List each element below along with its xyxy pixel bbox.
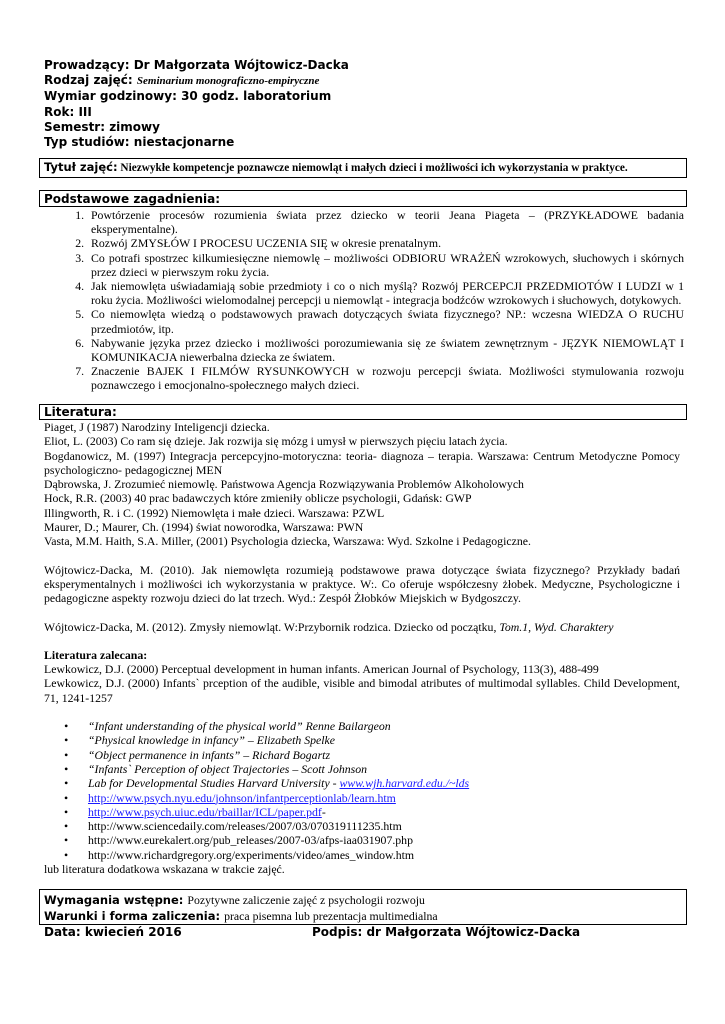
topic-item: 3. Co potrafi spostrzec kilkumiesięczne niemowlę – możliwości ODBIORU WRAŻEŃ wzrokowych, słuchowych i skórnych przez dzieci w pierwszym roku życia. (87, 251, 684, 279)
signature-line: Podpis: dr Małgorzata Wójtowicz-Dacka (312, 925, 581, 939)
course-title-text: Niezwykłe kompetencje poznawcze niemowląt i małych dzieci i możliwości ich wykorzystania w praktyce. (120, 162, 628, 174)
literature-heading: Literatura: (39, 404, 687, 420)
course-header (44, 58, 349, 150)
literature-entry: Dąbrowska, J. Zrozumieć niemowlę. Państwowa Agencja Rozwiązywania Problemów Alkoholowych (44, 477, 524, 492)
study-type: Typ studiów: niestacjonarne (44, 135, 235, 150)
resource-list (44, 719, 680, 862)
requirements-box (39, 889, 687, 925)
topic-item: 2. Rozwój ZMYSŁÓW I PROCESU UCZENIA SIĘ w okresie prenatalnym. (87, 236, 684, 250)
prerequisites-row (44, 892, 682, 908)
class-type-label: Rodzaj zajęć: (44, 73, 133, 88)
resource-item: • “Infants` Perception of object Trajectories – Scott Johnson (88, 762, 680, 776)
hours: Wymiar godzinowy: 30 godz. laboratorium (44, 89, 332, 104)
resource-item (88, 791, 680, 805)
literature-entry: Piaget, J (1987) Narodziny Inteligencji dziecka. (44, 420, 270, 434)
literature-entry: Hock, R.R. (2003) 40 prac badawczych które zmieniły oblicze psychologii, Gdańsk: GWP (44, 491, 472, 506)
resource-item: • http://www.eurekalert.org/pub_releases/2007-03/afps-iaa031907.php (88, 833, 680, 847)
resource-item: • http://www.richardgregory.org/experiments/video/ames_window.htm (88, 848, 680, 862)
resource-item (88, 805, 680, 819)
resource-item: • http://www.sciencedaily.com/releases/2007/03/070319111235.htm (88, 819, 680, 833)
topic-item: 6. Nabywanie języka przez dziecko i możliwości porozumiewania się ze światem zewnętrznym - JĘZYK NIEMOWLĄT I KOMUNIKACJA niewerbalna dziecka ze światem. (87, 336, 684, 364)
spacer (44, 606, 680, 620)
course-title-box (39, 158, 687, 178)
spacer (44, 634, 680, 648)
instructor: Prowadzący: Dr Małgorzata Wójtowicz-Dacka (44, 58, 349, 72)
recommended-entry: Lewkowicz, D.J. (2000) Perceptual development in human infants. American Journal of Psychology, 113(3), 488-499 (44, 662, 599, 677)
resource-item (88, 776, 680, 790)
course-title-label: Tytuł zajęć: (44, 160, 118, 174)
resource-item: • “Physical knowledge in infancy” – Elizabeth Spelke (88, 733, 680, 747)
topic-item: 5. Co niemowlęta wiedzą o podstawowych prawach dotyczących świata fizycznego? NP.: wczesna WIEDZA O RUCHU przedmiotów, itp. (87, 307, 684, 335)
harvard-link[interactable]: www.wjh.harvard.edu./~lds (339, 776, 470, 791)
literature-entry-2012-italic: Tom.1, Wyd. Charaktery (499, 619, 614, 634)
topic-item: 1. Powtórzenie procesów rozumienia świata przez dziecko w teorii Jeana Piageta – (PRZYKŁADOWE badania eksperymentalne). (87, 208, 684, 236)
literature-entry-2012 (44, 620, 680, 634)
topics-list (44, 208, 684, 393)
nyu-link[interactable]: http://www.psych.nyu.edu/johnson/infantperceptionlab/learn.htm (88, 790, 396, 805)
recommended-heading: Literatura zalecana: (44, 647, 148, 662)
prerequisites-label: Wymagania wstępne: (44, 893, 184, 907)
class-type-value: Seminarium monograficzno-empiryczne (136, 75, 320, 88)
literature-entry: Eliot, L. (2003) Co ram się dzieje. Jak rozwija się mózg i umysł w pierwszych pięciu latach życia. (44, 434, 508, 449)
literature-entry-2012-main: Wójtowicz-Dacka, M. (2012). Zmysły niemowląt. W:Przybornik rodzica. Dziecko od początku, (44, 619, 497, 634)
topics-heading: Podstawowe zagadnienia: (39, 190, 687, 207)
class-type-row (44, 73, 349, 89)
recommended-entry: Lewkowicz, D.J. (2000) Infants` prception of the audible, visible and bimodal atributes of multimodal syllables. Child Development, 71, 1241-1257 (44, 676, 680, 705)
year: Rok: III (44, 104, 92, 119)
prerequisites-value: Pozytywne zaliczenie zajęć z psychologii rozwoju (187, 893, 425, 907)
literature-entry: Bogdanowicz, M. (1997) Integracja percepcyjno-motoryczna: teoria- diagnoza – terapia. Warszawa: Centrum Metodyczne Pomocy psychologiczno- pedagogicznej MEN (44, 448, 680, 477)
date-line: Data: kwiecień 2016 (44, 925, 182, 939)
literature-entry: Vasta, M.M. Haith, S.A. Miller, (2001) Psychologia dziecka, Warszawa: Wyd. Szkolne i Pedagogiczne. (44, 534, 531, 549)
uiuc-link[interactable]: http://www.psych.uiuc.edu/rbaillar/ICL/paper.pdf (88, 804, 322, 819)
topic-item: 7. Znaczenie BAJEK I FILMÓW RYSUNKOWYCH w rozwoju percepcji świata. Możliwości stymulowania rozwoju poznawczego i emocjonalno-społecznego małych dzieci. (87, 364, 684, 392)
assessment-row (44, 908, 682, 924)
literature-section (44, 420, 680, 876)
literature-closing: lub literatura dodatkowa wskazana w trakcie zajęć. (44, 862, 285, 877)
topics-list-container (44, 208, 684, 393)
resource-item: • “Infant understanding of the physical world” Renne Bailargeon (88, 719, 680, 733)
topic-item: 4. Jak niemowlęta uświadamiają sobie przedmioty i co o nich myślą? Rozwój PERCEPCJI PRZEDMIOTÓW I LUDZI w 1 roku życia. Możliwości wielomodalnej percepcji u niemowląt - integracja bodźców wzrokowych i słuchowych, dotykowych. (87, 279, 684, 307)
spacer (44, 705, 680, 715)
assessment-label: Warunki i forma zaliczenia: (44, 909, 221, 923)
trailing-dash: - (321, 804, 326, 819)
literature-entry-2010: Wójtowicz-Dacka, M. (2010). Jak niemowlęta rozumieją podstawowe prawa dotyczące świata fizycznego? Przykłady badań eksperymentalnych i możliwości ich wykorzystania w praktyce. W:. Co oferuje współczesny żłobek. Medyczne, Psychologiczne i pedagogiczne aspekty rozwoju dzieci do lat trzech. Wyd.: Zespół Żłobków Miejskich w Bydgoszczy. (44, 562, 680, 606)
assessment-value: praca pisemna lub prezentacja multimedialna (224, 909, 438, 923)
resource-item-text: Lab for Developmental Studies Harvard University - (88, 776, 340, 791)
resource-item: • “Object permanence in infants” – Richard Bogartz (88, 748, 680, 762)
spacer (44, 549, 680, 563)
literature-entry: Illingworth, R. i C. (1992) Niemowlęta i małe dzieci. Warszawa: PZWL (44, 505, 385, 520)
semester: Semestr: zimowy (44, 119, 160, 134)
literature-entry: Maurer, D.; Maurer, Ch. (1994) świat noworodka, Warszawa: PWN (44, 520, 364, 535)
